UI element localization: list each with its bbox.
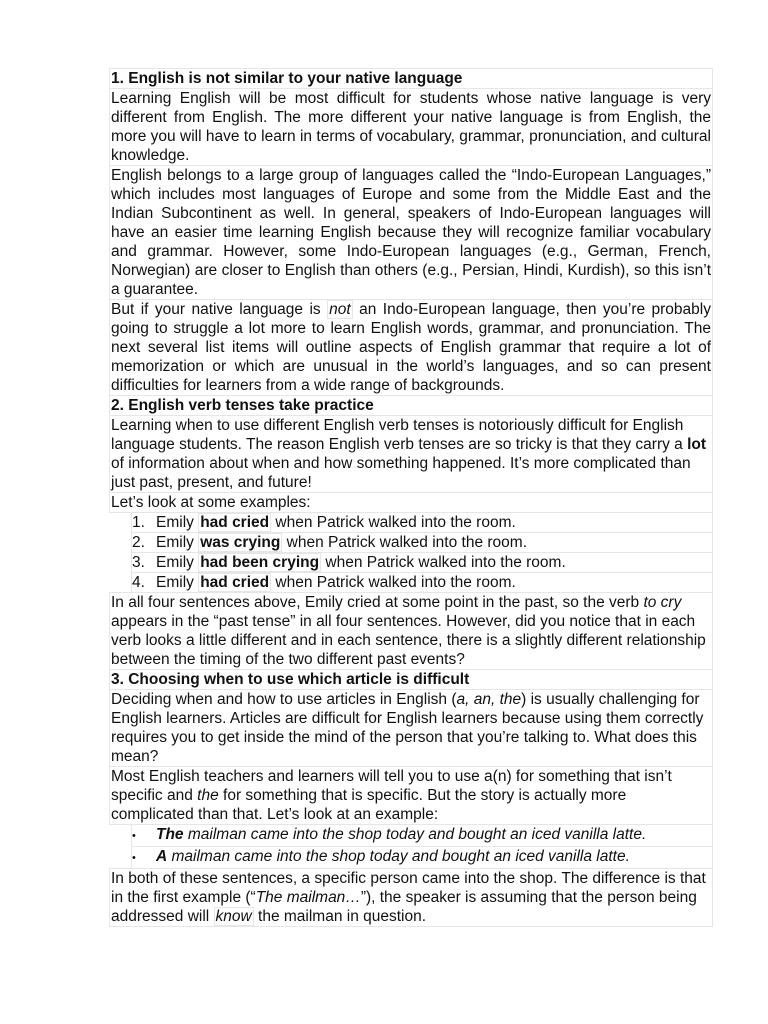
section-2-heading: 2. English verb tenses take practice (109, 395, 713, 416)
text-run: ”), the speaker is assuming that the person being addressed will (111, 889, 697, 925)
text-run: Deciding when and how to use articles in English ( (111, 691, 457, 708)
text-run: when Patrick walked into the room. (271, 574, 516, 591)
list-number: 4. (132, 574, 145, 591)
emphasis-not: not (329, 301, 351, 318)
article-word: The (156, 826, 184, 843)
section-1-paragraph-1: Learning English will be most difficult for students whose native language is very different from English. The more different your native language is from English, the more you will have to learn in terms of vocabulary, grammar, pronunciation, and cultural knowledge. (111, 90, 711, 164)
text-run: when Patrick walked into the room. (321, 554, 566, 571)
text-run: But if your native language is (111, 301, 328, 318)
text-run: when Patrick walked into the room. (282, 534, 527, 551)
text-run: Emily (156, 574, 199, 591)
section-2-paragraph-1 (109, 415, 713, 493)
list-item (131, 572, 713, 593)
emphasis-to-cry: to cry (643, 594, 682, 611)
verb-phrase: was crying (200, 534, 281, 551)
article-word: A (156, 848, 168, 865)
verb-phrase: had cried (200, 514, 270, 531)
text-run: Emily (156, 514, 199, 531)
text-run: In all four sentences above, Emily cried at some point in the past, so the verb (111, 594, 644, 611)
list-item (131, 552, 713, 573)
list-number: 3. (132, 554, 145, 571)
list-item (131, 512, 713, 533)
list-item (131, 532, 713, 553)
text-run: Learning when to use different English verb tenses is notoriously difficult for English language students. The reason English verb tenses are so tricky is that they carry a (111, 417, 688, 453)
emphasis-the: the (197, 787, 219, 804)
text-run: mailman came into the shop today and bought an iced vanilla latte. (183, 826, 647, 843)
text-run: of information about when and how something happened. It’s more complicated than just past, present, and future! (111, 455, 691, 491)
emphasis-know: know (215, 908, 252, 925)
text-run: for something that is specific. But the story is actually more complicated than that. Let’s look at an example: (111, 787, 627, 823)
text-run: ) is usually challenging for English learners. Articles are difficult for English learners because using them correctly requires you to get inside the mind of the person that you’re talking to. What does this mean? (111, 691, 704, 765)
text-run: Emily (156, 534, 199, 551)
text-run: In both of these sentences, a specific person came into the shop. The difference is that in the first example (“ (111, 870, 706, 906)
section-1-paragraph-3 (109, 299, 713, 396)
section-3-paragraph-2 (109, 766, 713, 825)
bullet: • (132, 830, 136, 842)
section-2-paragraph-3 (109, 592, 713, 670)
bullet: • (132, 852, 136, 864)
section-3-paragraph-1 (109, 689, 713, 767)
section-1-paragraph-2: English belongs to a large group of languages called the “Indo-European Languages,” which includes most languages of Europe and some from the Middle East and the Indian Subcontinent as well. In general, speakers of Indo-European languages will have an easier time learning English because they will recognize familiar vocabulary and grammar. However, some Indo-European languages (e.g., German, French, Norwegian) are closer to English than others (e.g., Persian, Hindi, Kurdish), so this isn’t a guarantee. (111, 167, 711, 298)
list-number: 2. (132, 534, 145, 551)
emphasis-articles: a, an, the (456, 691, 522, 708)
text-run: the mailman in question. (253, 908, 427, 925)
text-run: appears in the “past tense” in all four sentences. However, did you notice that in each verb looks a little different and in each sentence, there is a slightly different relationship between the timing of the two different past events? (111, 613, 706, 668)
text-run: when Patrick walked into the room. (271, 514, 516, 531)
text-run: an Indo-European language, then you’re probably going to struggle a lot more to learn English words, grammar, and pronunciation. The next several list items will outline aspects of English grammar that require a lot of memorization or which are unusual in the world’s languages, and so can present difficulties for learners from a wide range of backgrounds. (111, 301, 711, 394)
section-3-heading: 3. Choosing when to use which article is difficult (109, 669, 713, 690)
article-examples-list (109, 824, 713, 869)
list-item (131, 824, 713, 847)
verb-phrase: had cried (200, 574, 270, 591)
list-number: 1. (132, 514, 145, 531)
text-run: Emily (156, 554, 199, 571)
examples-list (109, 512, 713, 593)
section-2-paragraph-2: Let’s look at some examples: (109, 492, 713, 513)
text-run: mailman came into the shop today and bought an iced vanilla latte. (167, 848, 630, 865)
document-page (109, 68, 713, 926)
verb-phrase: had been crying (200, 554, 320, 571)
text-run: Most English teachers and learners will tell you to use a(n) for something that isn’t specific and (111, 768, 672, 804)
section-3-paragraph-3 (109, 868, 713, 927)
emphasis-the-mailman: The mailman… (255, 889, 361, 906)
list-item (131, 846, 713, 869)
section-1-heading: 1. English is not similar to your native language (109, 68, 713, 89)
bold-lot: lot (687, 436, 707, 453)
